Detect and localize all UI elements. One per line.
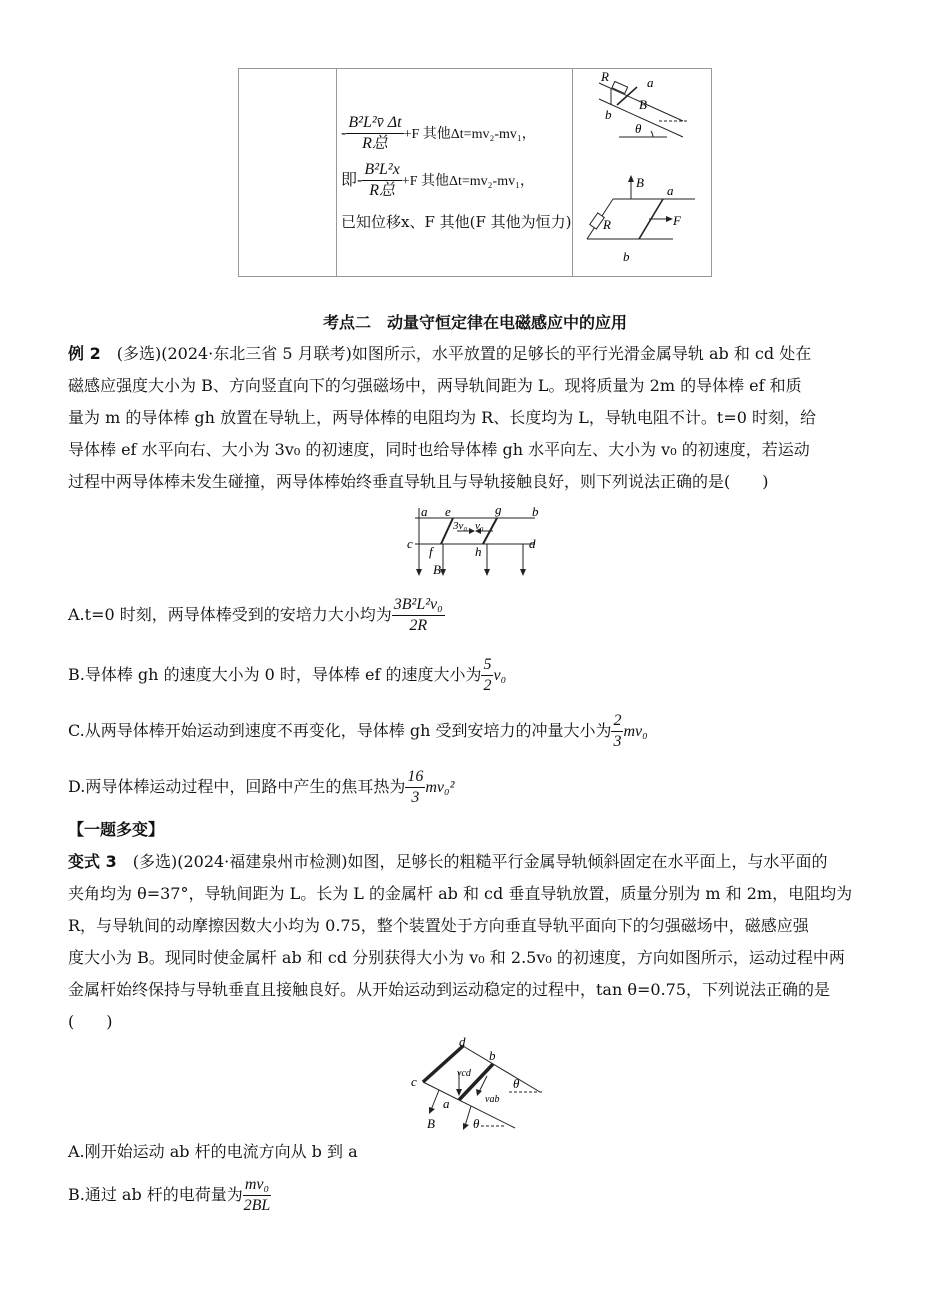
- variant-heading: 【一题多变】: [68, 820, 165, 839]
- example2-option-b: [68, 652, 506, 699]
- fig3-label-h: h: [475, 544, 482, 559]
- table-cell-empty: [239, 69, 337, 277]
- variant3-line-5: 金属杆始终保持与导轨垂直且接触良好。从开始运动到运动稳定的过程中，tan θ=0.75，下列说法正确的是: [68, 980, 831, 999]
- fig4-label-vcd: vcd: [457, 1068, 471, 1079]
- fig2-label-a: a: [667, 183, 674, 198]
- option-b-text: B.导体棒 gh 的速度大小为 0 时，导体棒 ef 的速度大小为: [68, 665, 482, 684]
- parallel-rails-figure: [405, 502, 550, 578]
- variant3-line-1: [68, 846, 888, 878]
- formula2-suffix: +F 其他Δt=mv₂-mv₁，: [401, 173, 534, 189]
- table-cell-figures: [573, 69, 712, 277]
- fig3-label-e: e: [445, 504, 451, 519]
- fig2-label-b: b: [623, 249, 630, 264]
- variant3-text-1: (多选)(2024·福建泉州市检测)如图，足够长的粗糙平行金属导轨倾斜固定在水平面上，与水平面的: [132, 852, 828, 871]
- formula1-den: R总: [362, 134, 388, 152]
- variant3-line-3: R，与导轨间的动摩擦因数大小均为 0.75，整个装置处于方向垂直导轨平面向下的匀强磁场中，磁感应强: [68, 916, 809, 935]
- example2-text-1: (多选)(2024·东北三省 5 月联考)如图所示，水平放置的足够长的平行光滑金属导轨 ab 和 cd 处在: [116, 344, 812, 363]
- fig1-label-theta: θ: [635, 121, 642, 136]
- option-d-text: D.两导体棒运动过程中，回路中产生的焦耳热为: [68, 777, 406, 796]
- fig2-label-R: R: [603, 217, 611, 232]
- formula2-fraction: [362, 160, 401, 201]
- variant3-option-b-text: B.通过 ab 杆的电荷量为: [68, 1185, 243, 1204]
- option-b-suffix: v₀: [493, 667, 507, 684]
- example2-line-2: 磁感应强度大小为 B、方向竖直向下的匀强磁场中，两导轨间距为 L。现将质量为 2m 的导体棒 ef 和质: [68, 376, 802, 395]
- variant3-line-4: 度大小为 B。现同时使金属杆 ab 和 cd 分别获得大小为 v₀ 和 2.5v₀ 的初速度，方向如图所示，运动过程中两: [68, 948, 845, 967]
- fig3-label-c: c: [407, 536, 413, 551]
- fig4-label-c: c: [411, 1074, 417, 1089]
- fig4-label-theta-1: θ: [513, 1076, 520, 1091]
- B-arrow-2: [465, 1106, 471, 1126]
- option-d-num: 16: [405, 767, 425, 788]
- summary-table: [238, 68, 712, 277]
- fig1-label-R: R: [601, 69, 609, 84]
- example2-line-3: 量为 m 的导体棒 gh 放置在导轨上，两导体棒的电阻均为 R、长度均为 L，导轨电阻不计。t=0 时刻，给: [68, 408, 817, 427]
- option-a-num: 3B²L²v₀: [392, 595, 445, 616]
- variant3-label: 变式 3: [68, 852, 117, 871]
- formula2-prefix: 即-: [341, 169, 363, 189]
- option-d-fraction: [405, 767, 425, 808]
- variant3-option-b-den: 2BL: [243, 1197, 271, 1214]
- formula1-suffix: +F 其他Δt=mv₂-mv₁，: [403, 126, 536, 142]
- fig4-label-b: b: [489, 1048, 496, 1063]
- option-c-fraction: [611, 711, 623, 752]
- table-cell-formulas: [337, 69, 573, 277]
- fig3-label-v0: v₀: [475, 520, 484, 532]
- fig3-label-B: B: [433, 562, 441, 577]
- variant3-line-6: ( ): [68, 1012, 113, 1031]
- fig4-label-a: a: [443, 1096, 450, 1111]
- incline-resistor: [612, 81, 628, 93]
- fig1-label-a: a: [647, 75, 654, 90]
- fig3-label-a: a: [421, 504, 428, 519]
- rod-ef: [441, 518, 453, 544]
- fig3-label-g: g: [495, 502, 502, 517]
- option-b-num: 5: [481, 655, 493, 676]
- option-c-num: 2: [611, 711, 623, 732]
- fig2-label-B: B: [636, 175, 644, 190]
- option-c-suffix: mv₀: [623, 723, 648, 740]
- fig1-label-b: b: [605, 107, 612, 122]
- rail-figures: [573, 69, 711, 276]
- fig3-label-d: d: [529, 536, 536, 551]
- option-d-suffix: mv₀²: [425, 779, 455, 796]
- option-b-fraction: [481, 655, 493, 696]
- example2-line-4: 导体棒 ef 水平向右、大小为 3v₀ 的初速度，同时也给导体棒 gh 水平向左、大小为 v₀ 的初速度，若运动: [68, 440, 810, 459]
- option-a-text: A.t=0 时刻，两导体棒受到的安培力大小均为: [68, 605, 392, 624]
- example2-line-5: 过程中两导体棒未发生碰撞，两导体棒始终垂直导轨且与导轨接触良好，则下列说法正确的是( ): [68, 472, 769, 491]
- option-c-text: C.从两导体棒开始运动到速度不再变化，导体棒 gh 受到安培力的冲量大小为: [68, 721, 612, 740]
- formula1-num: B²L²v̄ Δt: [346, 113, 403, 134]
- B-arrow: [431, 1090, 439, 1110]
- option-c-den: 3: [613, 733, 622, 750]
- variant3-option-a: A.刚开始运动 ab 杆的电流方向从 b 到 a: [68, 1142, 358, 1161]
- section-heading: 考点二 动量守恒定律在电磁感应中的应用: [322, 313, 627, 332]
- incline-angle-arc: [651, 131, 653, 137]
- option-b-den: 2: [483, 677, 492, 694]
- fig4-label-vab: vab: [485, 1094, 500, 1105]
- variant3-option-b: [68, 1172, 271, 1218]
- example2-option-d: [68, 764, 454, 811]
- formula2-num: B²L²x: [362, 160, 401, 181]
- formula-note: 已知位移x、F 其他(F 其他为恒力): [341, 212, 572, 231]
- rail2-F-arrowhead: [666, 216, 673, 222]
- fig2-label-F: F: [673, 213, 681, 228]
- example2-label: 例 2: [68, 344, 101, 363]
- example2-line-1: [68, 338, 888, 370]
- example2-option-a: [68, 592, 445, 638]
- fig4-label-B: B: [427, 1116, 435, 1131]
- fig3-label-b: b: [532, 504, 539, 519]
- variant3-option-b-fraction: [243, 1175, 271, 1216]
- rail2-B-arrowhead: [628, 175, 634, 182]
- option-a-fraction: [392, 595, 445, 636]
- fig1-label-B: B: [639, 97, 647, 112]
- formula2-den: R总: [369, 181, 395, 199]
- inclined-rails-figure: [405, 1036, 550, 1132]
- formula1-prefix: -: [341, 122, 347, 142]
- fig4-label-theta-2: θ: [473, 1116, 480, 1131]
- option-a-den: 2R: [409, 617, 428, 634]
- fig4-label-d: d: [459, 1036, 466, 1049]
- variant3-option-b-num: mv₀: [243, 1175, 271, 1196]
- formula1-fraction: [346, 113, 403, 154]
- option-d-den: 3: [411, 789, 420, 806]
- fig3-label-3v0: 3v₀: [453, 520, 468, 532]
- variant3-line-2: 夹角均为 θ=37°，导轨间距为 L。长为 L 的金属杆 ab 和 cd 垂直导轨放置，质量分别为 m 和 2m，电阻均为: [68, 884, 853, 903]
- example2-option-c: [68, 708, 648, 755]
- fig3-label-f: f: [429, 544, 433, 559]
